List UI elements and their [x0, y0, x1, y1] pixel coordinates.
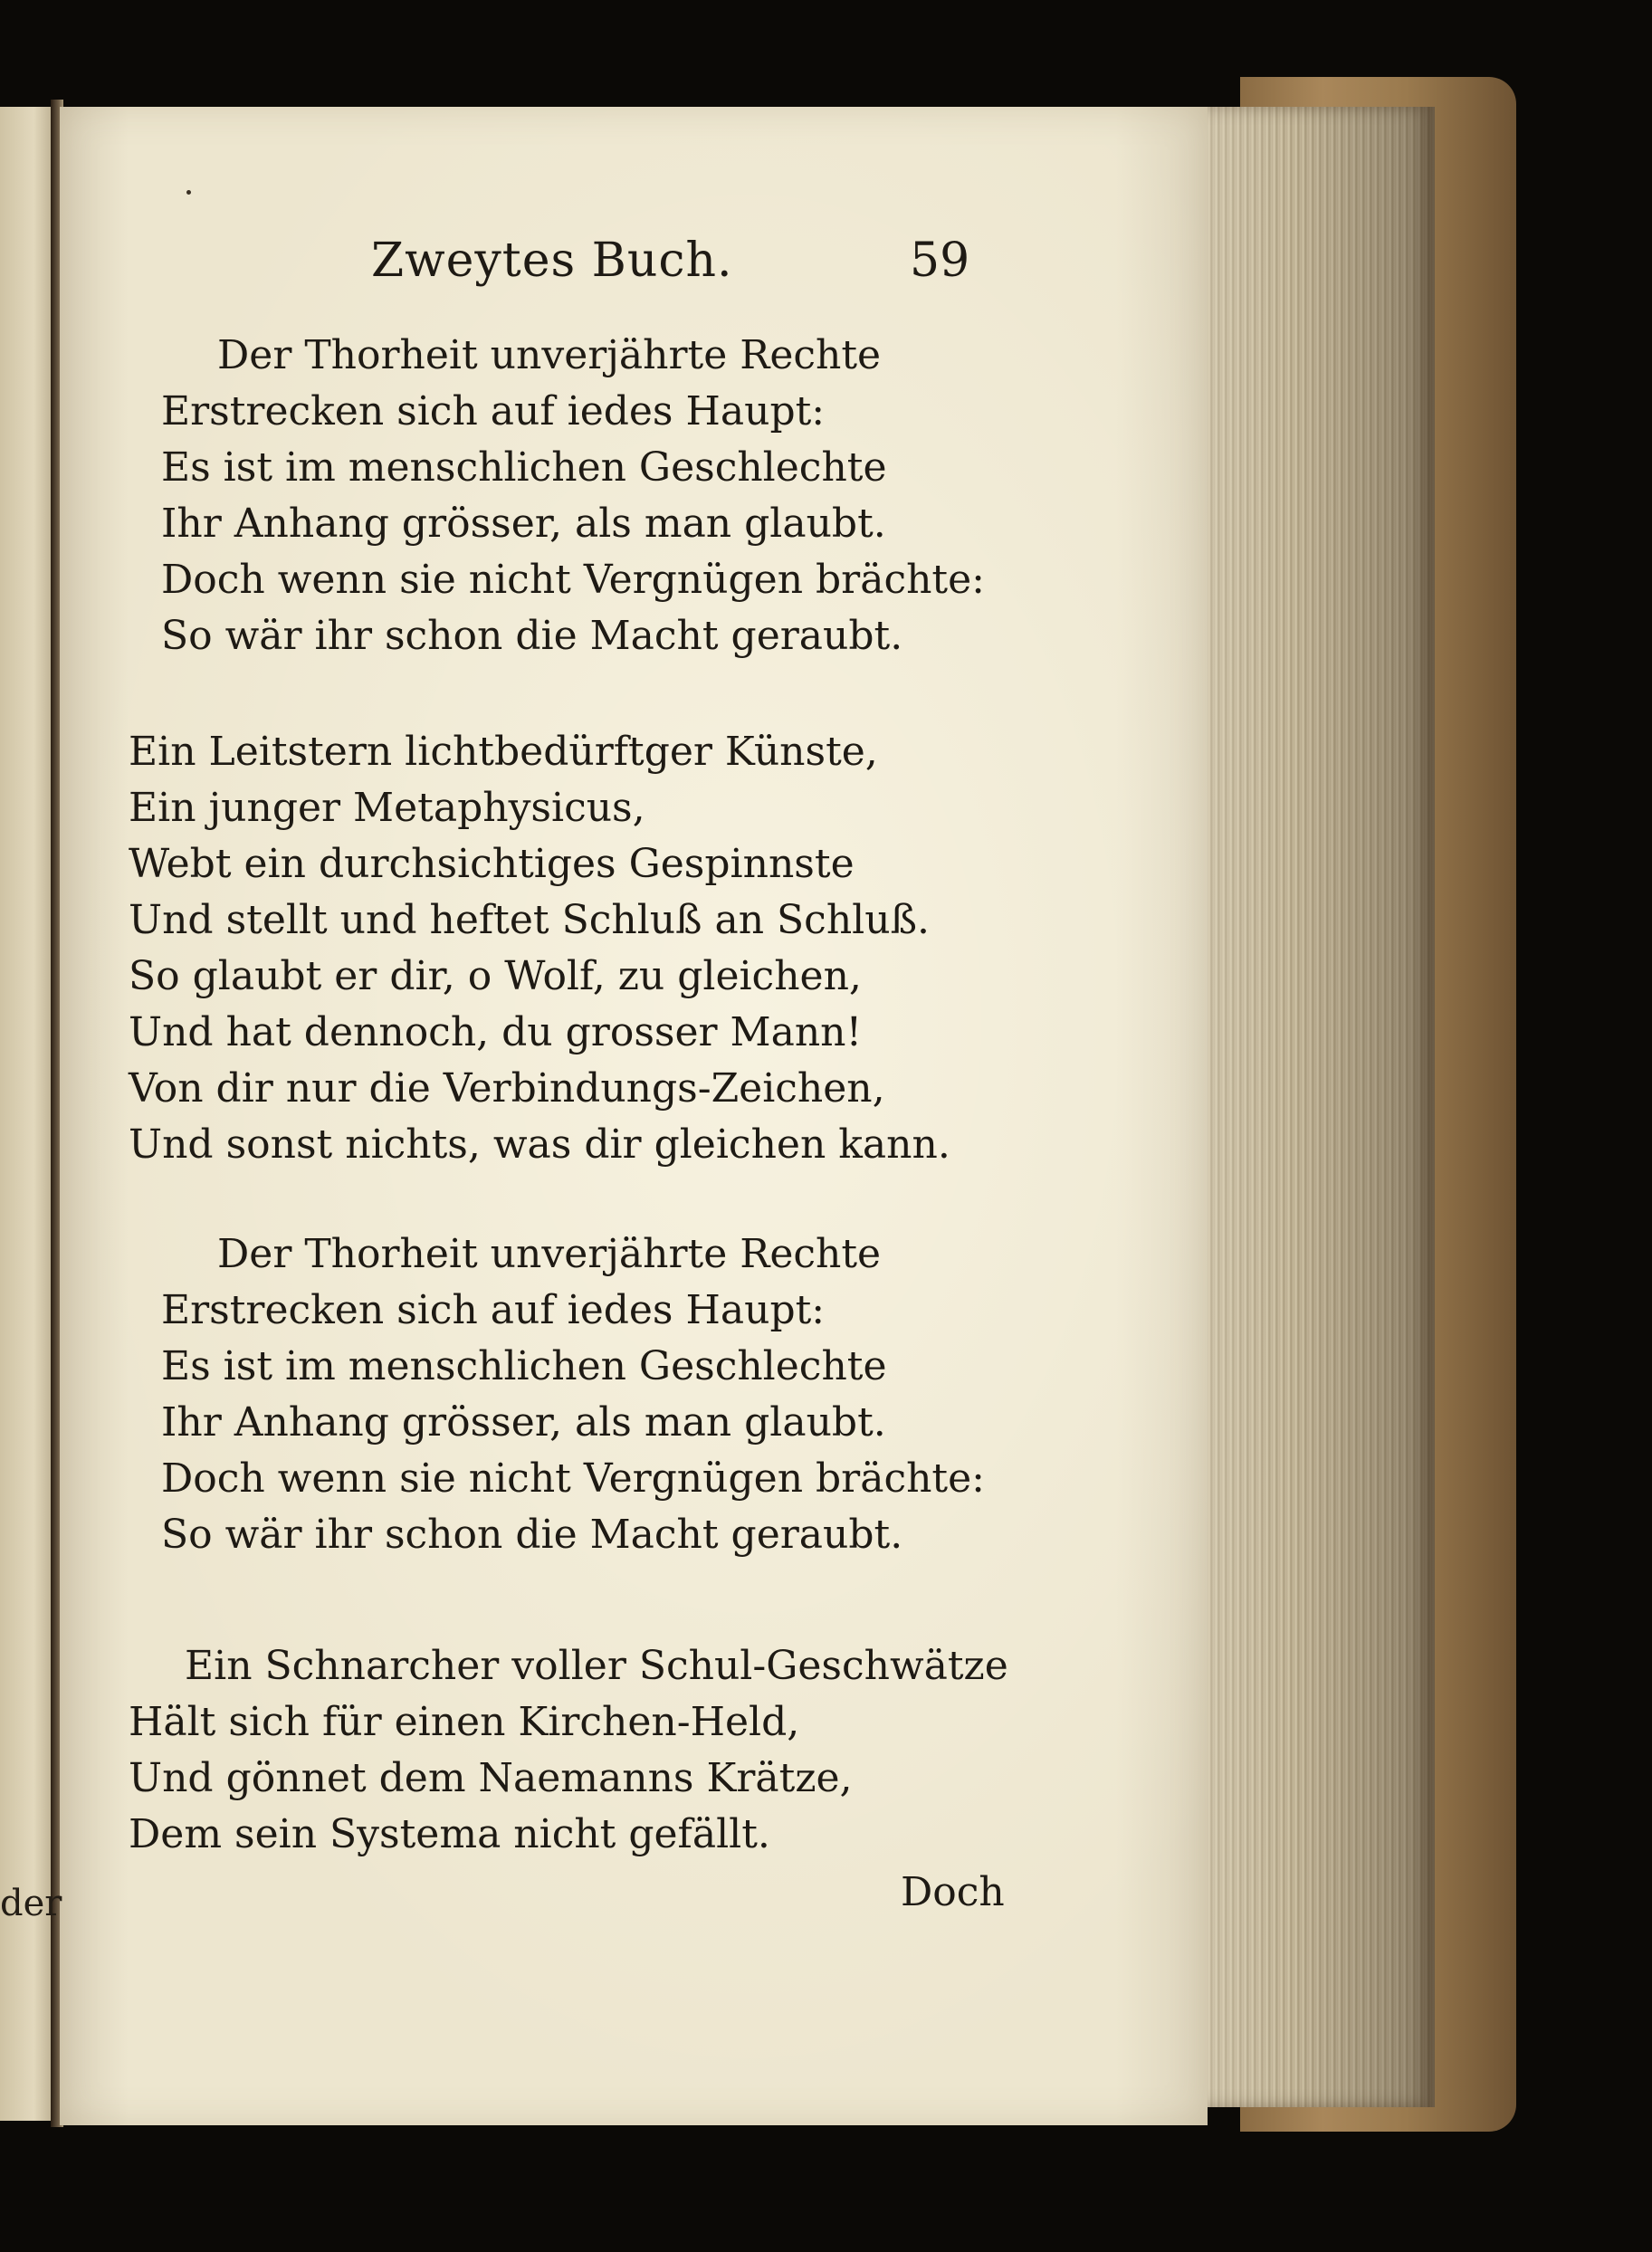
- verse-line: Und sonst nichts, was dir gleichen kann.: [129, 1121, 950, 1168]
- left-page-fragment: der: [0, 1883, 62, 1924]
- verse-line: Dem sein Systema nicht gefällt.: [129, 1811, 770, 1857]
- verse-line: Und gönnet dem Naemanns Krätze,: [129, 1755, 853, 1801]
- verse-line: Doch wenn sie nicht Vergnügen brächte:: [161, 1455, 985, 1502]
- stanza-1: [161, 328, 985, 664]
- verse-line: Webt ein durchsichtiges Gespinnste: [129, 841, 855, 887]
- verse-line: Der Thorheit unverjährte Rechte: [217, 332, 882, 378]
- verse-line: Erstrecken sich auf iedes Haupt:: [161, 388, 826, 434]
- verse-line: So wär ihr schon die Macht geraubt.: [161, 613, 903, 659]
- verse-line: Und hat dennoch, du grosser Mann!: [129, 1009, 863, 1055]
- verse-line: Der Thorheit unverjährte Rechte: [217, 1231, 882, 1277]
- verse-line: Ein Schnarcher voller Schul-Geschwätze: [185, 1643, 1008, 1689]
- stanza-3: [161, 1226, 985, 1563]
- verse-line: Es ist im menschlichen Geschlechte: [161, 444, 887, 491]
- verse-line: Ihr Anhang grösser, als man glaubt.: [161, 1399, 886, 1446]
- verse-line: Doch wenn sie nicht Vergnügen brächte:: [161, 557, 985, 603]
- catchword: Doch: [901, 1869, 1005, 1915]
- verse-line: So glaubt er dir, o Wolf, zu gleichen,: [129, 953, 862, 999]
- ink-speck: [186, 190, 191, 195]
- verse-line: Erstrecken sich auf iedes Haupt:: [161, 1287, 826, 1333]
- verse-line: So wär ihr schon die Macht geraubt.: [161, 1512, 903, 1558]
- verse-line: Ein Leitstern lichtbedürftger Künste,: [129, 729, 878, 775]
- stanza-4: [129, 1638, 1008, 1863]
- verse-line: Hält sich für einen Kirchen-Held,: [129, 1699, 800, 1745]
- stanza-2: [129, 724, 950, 1173]
- verse-line: Es ist im menschlichen Geschlechte: [161, 1343, 887, 1389]
- verse-line: Ein junger Metaphysicus,: [129, 785, 645, 831]
- verse-line: Von dir nur die Verbindungs-Zeichen,: [129, 1065, 885, 1112]
- page-number: 59: [910, 234, 970, 288]
- verse-line: Ihr Anhang grösser, als man glaubt.: [161, 501, 886, 547]
- verse-line: Und stellt und heftet Schluß an Schluß.: [129, 897, 930, 943]
- running-head: Zweytes Buch.: [371, 234, 733, 288]
